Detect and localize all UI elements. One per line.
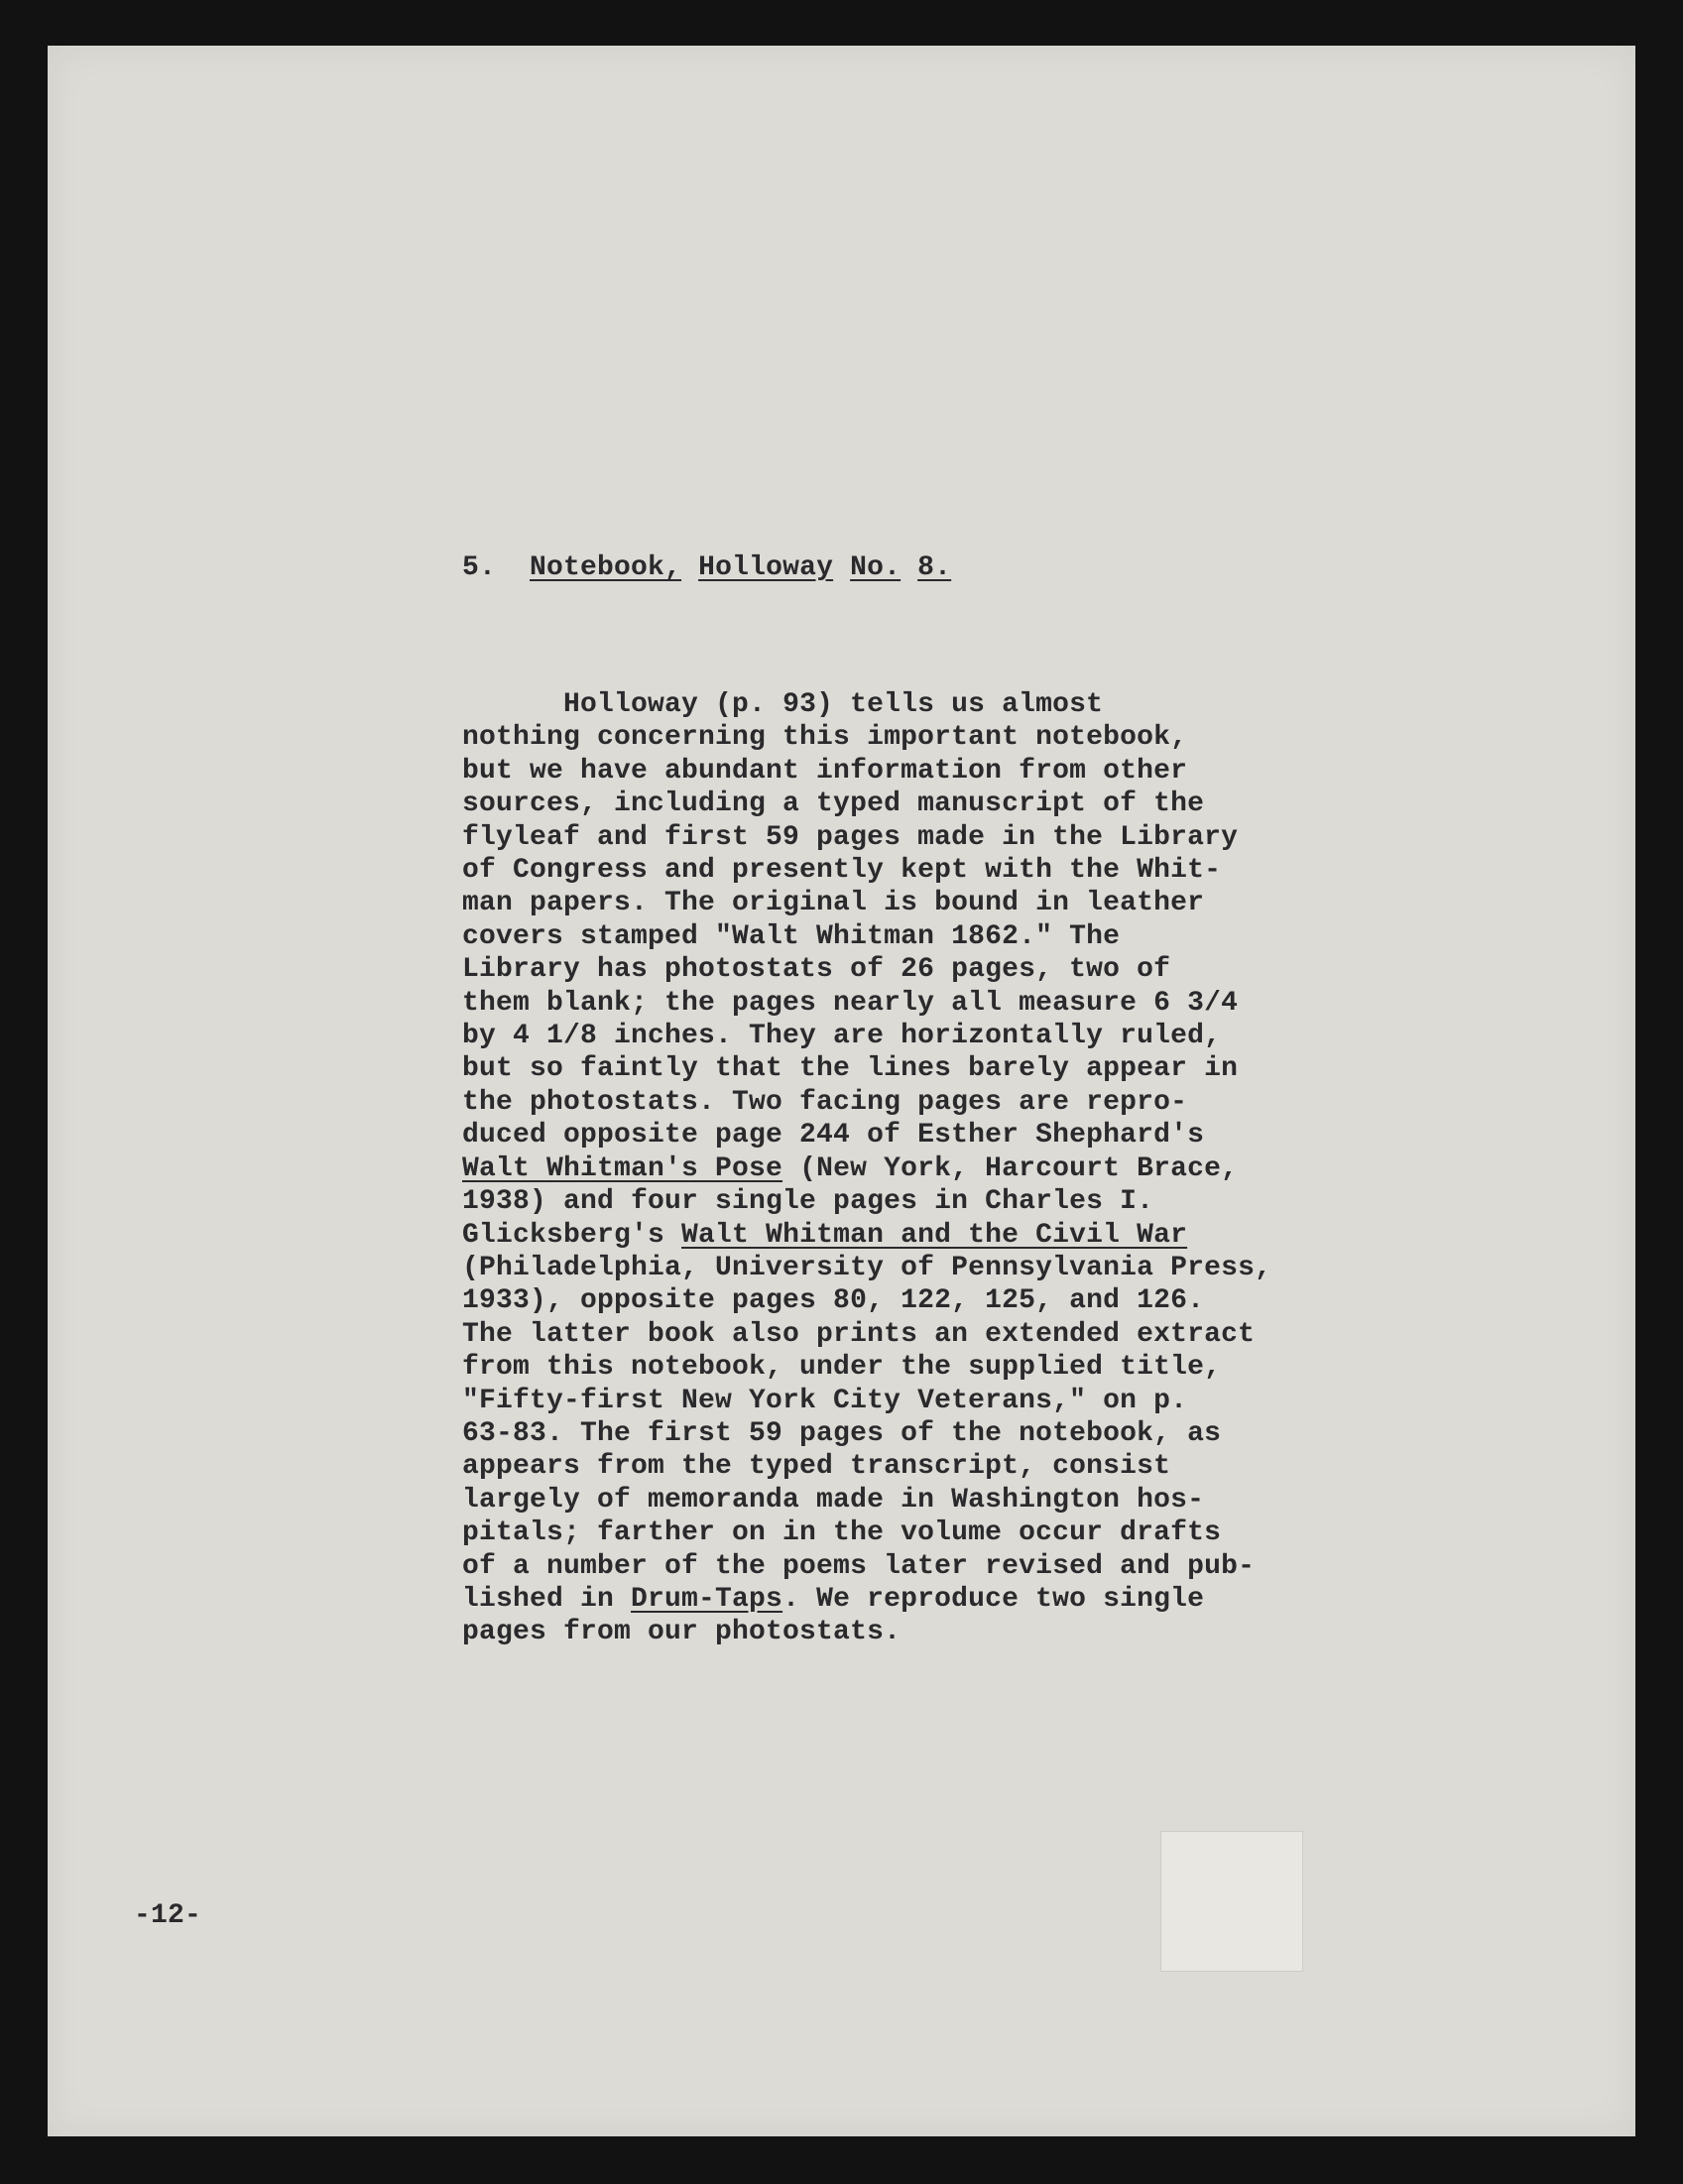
page-number: -12- (134, 1900, 202, 1931)
body-line: of Congress and presently kept with the Whit- (462, 855, 1222, 887)
body-line (462, 1219, 1335, 1252)
body-text: . We reproduce two single (782, 1583, 1205, 1615)
body-line: The latter book also prints an extended extract (462, 1318, 1256, 1350)
body-line: the photostats. Two facing pages are repro- (462, 1086, 1188, 1118)
body-text: Holloway (p. 93) tells us almost (563, 689, 1104, 720)
body-line: by 4 1/8 inches. They are horizontally ruled, (462, 1021, 1222, 1052)
body-line: of a number of the poems later revised and pub- (462, 1550, 1256, 1582)
body-line (462, 1583, 1335, 1616)
body-line: man papers. The original is bound in leather (462, 888, 1205, 919)
book-title: Drum-Taps (631, 1583, 783, 1615)
body-line (462, 688, 1335, 721)
body-line: 63-83. The first 59 pages of the notebook, as (462, 1417, 1222, 1449)
body-line: pitals; farther on in the volume occur drafts (462, 1517, 1222, 1549)
body-text: Glicksberg's (462, 1219, 682, 1251)
book-title: Walt Whitman and the Civil War (681, 1219, 1188, 1251)
body-line: Library has photostats of 26 pages, two of (462, 954, 1171, 986)
heading-no: No. (850, 552, 902, 583)
body-line: largely of memoranda made in Washington hos- (462, 1484, 1205, 1516)
body-line: appears from the typed transcript, consist (462, 1451, 1171, 1483)
body-text: (New York, Harcourt Brace, (782, 1153, 1239, 1184)
body-line: "Fifty-first New York City Veterans," on p. (462, 1385, 1188, 1416)
heading-holloway: Holloway (698, 552, 834, 583)
body-line (462, 1153, 1335, 1185)
body-paragraph (462, 688, 1335, 1649)
body-line: but we have abundant information from other (462, 755, 1188, 787)
section-number: 5. (462, 552, 497, 583)
body-line: them blank; the pages nearly all measure 6 3/4 (462, 987, 1239, 1019)
body-line: but so faintly that the lines barely appear in (462, 1053, 1239, 1085)
body-line: duced opposite page 244 of Esther Shephard's (462, 1120, 1205, 1152)
heading-notebook: Notebook, (530, 552, 682, 583)
body-line: flyleaf and first 59 pages made in the Library (462, 821, 1239, 853)
body-line: (Philadelphia, University of Pennsylvania Press, (462, 1252, 1272, 1283)
body-line: sources, including a typed manuscript of the (462, 789, 1205, 820)
body-line: nothing concerning this important notebook, (462, 722, 1188, 754)
book-title: Walt Whitman's Pose (462, 1153, 783, 1184)
body-line: 1938) and four single pages in Charles I. (462, 1186, 1154, 1218)
body-text: lished in (462, 1583, 632, 1615)
body-line: from this notebook, under the supplied title, (462, 1352, 1222, 1384)
body-line: 1933), opposite pages 80, 122, 125, and 126. (462, 1285, 1205, 1317)
body-line: pages from our photostats. (462, 1617, 902, 1648)
body-line: covers stamped "Walt Whitman 1862." The (462, 920, 1121, 952)
heading-eight: 8. (917, 552, 952, 583)
section-heading (462, 551, 951, 585)
stamp-patch (1160, 1831, 1303, 1972)
